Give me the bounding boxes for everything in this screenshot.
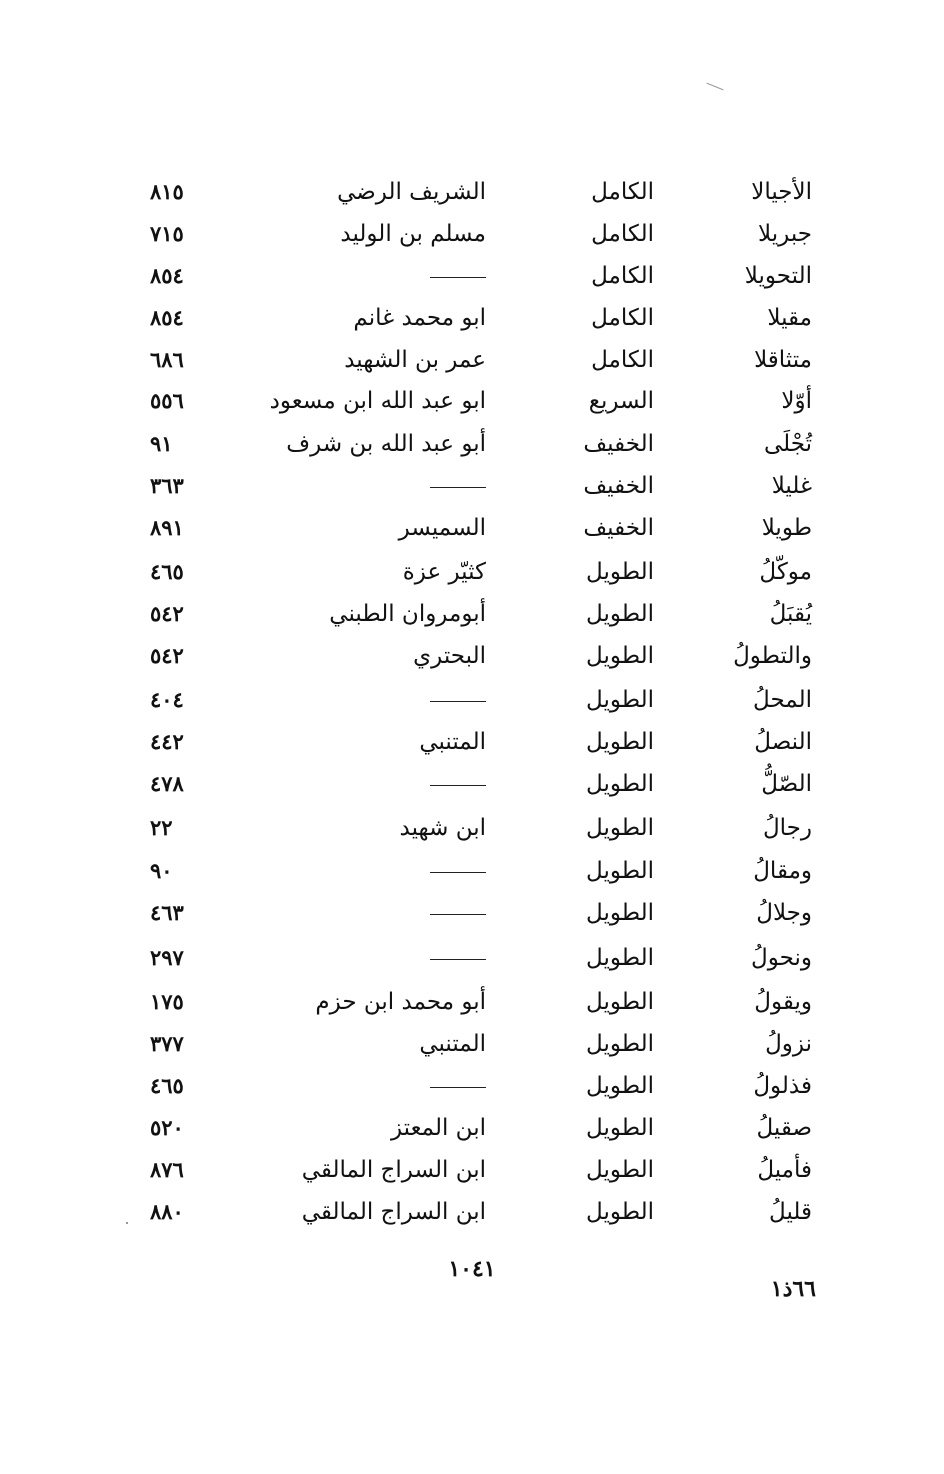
poet	[430, 851, 486, 891]
poet: ابن السراج المالقي	[301, 1157, 486, 1183]
unknown-poet-dash	[430, 277, 486, 278]
poet: عمر بن الشهيد	[344, 347, 486, 373]
page-reference: ٥٢٠	[150, 1115, 184, 1140]
rhyme-word: فأميلُ	[757, 1157, 812, 1183]
rhyme-word: مقيلا	[767, 305, 812, 331]
page-reference: ٩٠	[150, 858, 173, 883]
page-reference: ٨٨٠	[150, 1199, 184, 1224]
rhyme-word: طويلا	[761, 515, 812, 541]
unknown-poet-dash	[430, 1087, 486, 1088]
meter: الطويل	[586, 687, 654, 713]
rhyme-word: رجالُ	[762, 815, 812, 841]
rhyme-word: ونحولُ	[751, 945, 812, 971]
poet: البحتري	[413, 643, 486, 669]
poet	[430, 256, 486, 296]
unknown-poet-dash	[430, 959, 486, 960]
poet: أبومروان الطبني	[329, 601, 486, 627]
table-row	[0, 808, 944, 848]
poet	[430, 764, 486, 804]
page-reference: ١٧٥	[150, 989, 184, 1014]
meter: الطويل	[586, 1157, 654, 1183]
unknown-poet-dash	[430, 487, 486, 488]
table-row	[0, 466, 944, 506]
page-reference: ٨٧٦	[150, 1157, 184, 1182]
poet: ابو محمد غانم	[353, 305, 486, 331]
meter: الخفيف	[583, 515, 654, 541]
rhyme-word: غليلا	[771, 473, 812, 499]
meter: الطويل	[586, 601, 654, 627]
poet: ابن شهيد	[399, 815, 486, 841]
poet: أبو عبد الله بن شرف	[286, 431, 486, 457]
page-reference: ٥٤٢	[150, 643, 184, 668]
page-reference: ٤٦٣	[150, 900, 184, 925]
poet: المتنبي	[419, 729, 486, 755]
unknown-poet-dash	[430, 872, 486, 873]
poet	[430, 893, 486, 933]
meter: الخفيف	[583, 431, 654, 457]
poet	[430, 466, 486, 506]
table-row	[0, 893, 944, 933]
table-row	[0, 172, 944, 212]
table-row	[0, 982, 944, 1022]
page-number: ١٠٤١	[448, 1256, 496, 1282]
poet	[430, 938, 486, 978]
page-reference: ٤٧٨	[150, 771, 184, 796]
scan-speck	[126, 1222, 128, 1224]
meter: الطويل	[586, 945, 654, 971]
rhyme-word: والتطولُ	[733, 643, 812, 669]
rhyme-word: نزولُ	[765, 1031, 812, 1057]
page-reference: ٤٦٥	[150, 559, 184, 584]
poet	[430, 1066, 486, 1106]
table-row	[0, 851, 944, 891]
table-row	[0, 594, 944, 634]
meter: الكامل	[591, 305, 654, 331]
page-reference: ٨٥٤	[150, 263, 184, 288]
meter: الطويل	[586, 858, 654, 884]
meter: الطويل	[586, 1073, 654, 1099]
meter: الطويل	[586, 559, 654, 585]
poet: ابو عبد الله ابن مسعود	[269, 388, 486, 414]
table-row	[0, 722, 944, 762]
meter: الكامل	[591, 263, 654, 289]
page-reference: ٥٥٦	[150, 388, 184, 413]
rhyme-word: التحويلا	[744, 263, 812, 289]
meter: الطويل	[586, 815, 654, 841]
meter: الطويل	[586, 989, 654, 1015]
table-row	[0, 764, 944, 804]
meter: الخفيف	[583, 473, 654, 499]
rhyme-word: فذلولُ	[753, 1073, 812, 1099]
meter: الطويل	[586, 1115, 654, 1141]
table-row	[0, 1108, 944, 1148]
rhyme-word: صقيلُ	[756, 1115, 812, 1141]
rhyme-word: الأجيالا	[751, 179, 812, 205]
meter: الكامل	[591, 221, 654, 247]
page-reference: ٤٦٥	[150, 1073, 184, 1098]
page-reference: ٤٤٢	[150, 729, 184, 754]
table-row	[0, 424, 944, 464]
table-row	[0, 508, 944, 548]
rhyme-word: تُجْلَى	[763, 431, 812, 457]
table-row	[0, 340, 944, 380]
page-reference: ٩١	[150, 431, 173, 456]
rhyme-word: ومقالُ	[753, 858, 812, 884]
rhyme-word: يُقبَلُ	[769, 601, 812, 627]
table-row	[0, 214, 944, 254]
table-row	[0, 381, 944, 421]
table-row	[0, 636, 944, 676]
rhyme-word: ويقولُ	[754, 989, 812, 1015]
table-row	[0, 1024, 944, 1064]
page-reference: ٨٥٤	[150, 305, 184, 330]
page-reference: ٤٠٤	[150, 687, 184, 712]
rhyme-word: متثاقلا	[754, 347, 812, 373]
rhyme-word: أوّلا	[781, 388, 812, 414]
table-row	[0, 1066, 944, 1106]
poet: ابن المعتز	[390, 1115, 486, 1141]
unknown-poet-dash	[430, 701, 486, 702]
unknown-poet-dash	[430, 785, 486, 786]
rhyme-word: الصّلُّ	[761, 771, 812, 797]
meter: الطويل	[586, 1031, 654, 1057]
signature-mark: ٦٦ذ١	[770, 1276, 816, 1302]
page-reference: ٦٨٦	[150, 347, 184, 372]
meter: الطويل	[586, 643, 654, 669]
table-row	[0, 680, 944, 720]
page-reference: ٨٩١	[150, 515, 184, 540]
poet	[430, 680, 486, 720]
poet: الشريف الرضي	[337, 179, 486, 205]
table-row	[0, 256, 944, 296]
scan-speck	[706, 83, 723, 91]
page-reference: ٨١٥	[150, 179, 184, 204]
poet: السميسر	[398, 515, 486, 541]
rhyme-word: قليلُ	[769, 1199, 812, 1225]
meter: الطويل	[586, 1199, 654, 1225]
rhyme-word: المحلُ	[753, 687, 812, 713]
meter: الطويل	[586, 900, 654, 926]
rhyme-word: جبريلا	[758, 221, 812, 247]
page-reference: ٢٩٧	[150, 945, 184, 970]
meter: الكامل	[591, 347, 654, 373]
table-row	[0, 1150, 944, 1190]
poet: ابن السراج المالقي	[301, 1199, 486, 1225]
meter: الكامل	[591, 179, 654, 205]
meter: الطويل	[586, 729, 654, 755]
table-row	[0, 1192, 944, 1232]
page-reference: ٧١٥	[150, 221, 184, 246]
meter: السريع	[588, 388, 654, 414]
poet: أبو محمد ابن حزم	[315, 989, 486, 1015]
poet: المتنبي	[419, 1031, 486, 1057]
page-reference: ٥٤٢	[150, 601, 184, 626]
page-reference: ٢٢	[150, 815, 173, 840]
table-row	[0, 298, 944, 338]
table-row	[0, 552, 944, 592]
page-reference: ٣٧٧	[150, 1031, 184, 1056]
unknown-poet-dash	[430, 914, 486, 915]
rhyme-word: وجلالُ	[756, 900, 812, 926]
meter: الطويل	[586, 771, 654, 797]
rhyme-word: موكّلُ	[759, 559, 812, 585]
rhyme-word: النصلُ	[754, 729, 812, 755]
poet: مسلم بن الوليد	[340, 221, 486, 247]
page-reference: ٣٦٣	[150, 473, 184, 498]
table-row	[0, 938, 944, 978]
poet: كثيّر عزة	[402, 559, 486, 585]
